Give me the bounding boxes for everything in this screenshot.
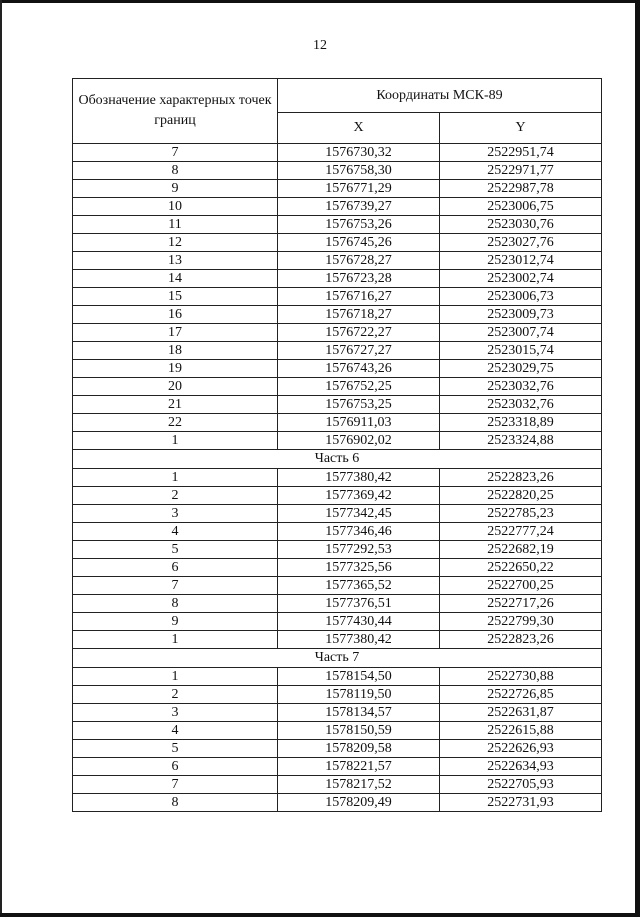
- point-number-cell: 6: [73, 559, 278, 577]
- table-row: [73, 577, 602, 595]
- x-coordinate-cell: 1576753,25: [278, 396, 440, 414]
- table-row: [73, 776, 602, 794]
- point-number-cell: 7: [73, 144, 278, 162]
- x-coordinate-cell: 1577365,52: [278, 577, 440, 595]
- point-number-cell: 12: [73, 234, 278, 252]
- point-number-cell: 2: [73, 686, 278, 704]
- y-column-header: Y: [440, 113, 602, 144]
- table-row: [73, 216, 602, 234]
- x-coordinate-cell: 1577369,42: [278, 487, 440, 505]
- point-number-cell: 17: [73, 324, 278, 342]
- x-coordinate-cell: 1576716,27: [278, 288, 440, 306]
- page-number: 12: [313, 38, 327, 53]
- point-designation-header: Обозначение характерных точек границ: [73, 79, 278, 144]
- point-number-cell: 20: [73, 378, 278, 396]
- y-coordinate-cell: 2522987,78: [440, 180, 602, 198]
- x-coordinate-cell: 1576727,27: [278, 342, 440, 360]
- table-row: [73, 704, 602, 722]
- scan-border-bottom: [0, 913, 640, 917]
- table-row: [73, 270, 602, 288]
- section-row: [73, 649, 602, 668]
- y-coordinate-cell: 2522799,30: [440, 613, 602, 631]
- table-row: [73, 794, 602, 812]
- x-coordinate-cell: 1576758,30: [278, 162, 440, 180]
- section-row: [73, 450, 602, 469]
- point-number-cell: 2: [73, 487, 278, 505]
- x-coordinate-cell: 1578134,57: [278, 704, 440, 722]
- y-coordinate-cell: 2523032,76: [440, 396, 602, 414]
- point-number-cell: 1: [73, 432, 278, 450]
- point-number-cell: 4: [73, 722, 278, 740]
- point-number-cell: 1: [73, 469, 278, 487]
- y-coordinate-cell: 2523002,74: [440, 270, 602, 288]
- y-coordinate-cell: 2522730,88: [440, 668, 602, 686]
- point-number-cell: 1: [73, 668, 278, 686]
- table-row: [73, 342, 602, 360]
- table-row: [73, 595, 602, 613]
- table-body: [73, 144, 602, 812]
- coordinates-table: [72, 78, 602, 812]
- point-number-cell: 3: [73, 704, 278, 722]
- y-coordinate-cell: 2522700,25: [440, 577, 602, 595]
- point-number-cell: 3: [73, 505, 278, 523]
- x-coordinate-cell: 1576728,27: [278, 252, 440, 270]
- point-number-cell: 9: [73, 180, 278, 198]
- y-coordinate-cell: 2523318,89: [440, 414, 602, 432]
- y-coordinate-cell: 2522682,19: [440, 541, 602, 559]
- x-coordinate-cell: 1577380,42: [278, 469, 440, 487]
- y-coordinate-cell: 2522823,26: [440, 469, 602, 487]
- point-number-cell: 5: [73, 740, 278, 758]
- x-coordinate-cell: 1576718,27: [278, 306, 440, 324]
- table-row: [73, 541, 602, 559]
- table-row: [73, 234, 602, 252]
- point-number-cell: 11: [73, 216, 278, 234]
- table-row: [73, 324, 602, 342]
- x-coordinate-cell: 1576730,32: [278, 144, 440, 162]
- x-coordinate-cell: 1576743,26: [278, 360, 440, 378]
- scan-border-top: [0, 0, 640, 3]
- y-coordinate-cell: 2522971,77: [440, 162, 602, 180]
- y-coordinate-cell: 2523012,74: [440, 252, 602, 270]
- point-number-cell: 19: [73, 360, 278, 378]
- x-coordinate-cell: 1578119,50: [278, 686, 440, 704]
- x-coordinate-cell: 1576902,02: [278, 432, 440, 450]
- table-row: [73, 414, 602, 432]
- y-coordinate-cell: 2522634,93: [440, 758, 602, 776]
- y-coordinate-cell: 2523006,75: [440, 198, 602, 216]
- x-coordinate-cell: 1577376,51: [278, 595, 440, 613]
- table-row: [73, 668, 602, 686]
- point-number-cell: 7: [73, 776, 278, 794]
- table-row: [73, 722, 602, 740]
- table-row: [73, 505, 602, 523]
- y-coordinate-cell: 2522823,26: [440, 631, 602, 649]
- x-coordinate-cell: 1577380,42: [278, 631, 440, 649]
- table-row: [73, 432, 602, 450]
- x-coordinate-cell: 1576911,03: [278, 414, 440, 432]
- x-coordinate-cell: 1576745,26: [278, 234, 440, 252]
- y-coordinate-cell: 2522615,88: [440, 722, 602, 740]
- point-number-cell: 8: [73, 595, 278, 613]
- table-row: [73, 686, 602, 704]
- table-row: [73, 469, 602, 487]
- x-coordinate-cell: 1577342,45: [278, 505, 440, 523]
- y-coordinate-cell: 2523027,76: [440, 234, 602, 252]
- x-coordinate-cell: 1578221,57: [278, 758, 440, 776]
- point-number-cell: 15: [73, 288, 278, 306]
- point-number-cell: 21: [73, 396, 278, 414]
- point-number-cell: 8: [73, 794, 278, 812]
- y-coordinate-cell: 2523009,73: [440, 306, 602, 324]
- y-coordinate-cell: 2523324,88: [440, 432, 602, 450]
- x-coordinate-cell: 1577346,46: [278, 523, 440, 541]
- table-row: [73, 144, 602, 162]
- x-coordinate-cell: 1578154,50: [278, 668, 440, 686]
- table-row: [73, 523, 602, 541]
- x-coordinate-cell: 1578217,52: [278, 776, 440, 794]
- y-coordinate-cell: 2522626,93: [440, 740, 602, 758]
- y-coordinate-cell: 2523030,76: [440, 216, 602, 234]
- x-coordinate-cell: 1576753,26: [278, 216, 440, 234]
- x-coordinate-cell: 1576739,27: [278, 198, 440, 216]
- y-coordinate-cell: 2522631,87: [440, 704, 602, 722]
- table-row: [73, 758, 602, 776]
- table-row: [73, 559, 602, 577]
- table-row: [73, 487, 602, 505]
- y-coordinate-cell: 2522951,74: [440, 144, 602, 162]
- point-number-cell: 13: [73, 252, 278, 270]
- table-row: [73, 162, 602, 180]
- section-title: Часть 6: [73, 450, 602, 469]
- scan-border-left: [0, 0, 2, 917]
- y-coordinate-cell: 2523029,75: [440, 360, 602, 378]
- coordinates-system-header: Координаты МСК-89: [278, 79, 602, 113]
- point-number-cell: 9: [73, 613, 278, 631]
- table-row: [73, 396, 602, 414]
- table-row: [73, 288, 602, 306]
- y-coordinate-cell: 2522731,93: [440, 794, 602, 812]
- y-coordinate-cell: 2523007,74: [440, 324, 602, 342]
- x-coordinate-cell: 1577430,44: [278, 613, 440, 631]
- point-number-cell: 8: [73, 162, 278, 180]
- point-number-cell: 10: [73, 198, 278, 216]
- y-coordinate-cell: 2523006,73: [440, 288, 602, 306]
- x-coordinate-cell: 1576771,29: [278, 180, 440, 198]
- y-coordinate-cell: 2522726,85: [440, 686, 602, 704]
- section-title: Часть 7: [73, 649, 602, 668]
- y-coordinate-cell: 2523015,74: [440, 342, 602, 360]
- table-row: [73, 360, 602, 378]
- x-coordinate-cell: 1576752,25: [278, 378, 440, 396]
- point-number-cell: 22: [73, 414, 278, 432]
- scan-border-right: [635, 0, 640, 917]
- x-coordinate-cell: 1577325,56: [278, 559, 440, 577]
- point-number-cell: 14: [73, 270, 278, 288]
- x-coordinate-cell: 1578209,58: [278, 740, 440, 758]
- y-coordinate-cell: 2522777,24: [440, 523, 602, 541]
- y-coordinate-cell: 2522650,22: [440, 559, 602, 577]
- table-row: [73, 198, 602, 216]
- table-row: [73, 252, 602, 270]
- table-row: [73, 306, 602, 324]
- x-coordinate-cell: 1578150,59: [278, 722, 440, 740]
- table-row: [73, 740, 602, 758]
- x-coordinate-cell: 1576723,28: [278, 270, 440, 288]
- point-number-cell: 4: [73, 523, 278, 541]
- y-coordinate-cell: 2522820,25: [440, 487, 602, 505]
- y-coordinate-cell: 2523032,76: [440, 378, 602, 396]
- table-row: [73, 180, 602, 198]
- x-coordinate-cell: 1576722,27: [278, 324, 440, 342]
- point-number-cell: 6: [73, 758, 278, 776]
- table-row: [73, 631, 602, 649]
- point-number-cell: 1: [73, 631, 278, 649]
- x-coordinate-cell: 1578209,49: [278, 794, 440, 812]
- x-column-header: X: [278, 113, 440, 144]
- table-row: [73, 613, 602, 631]
- y-coordinate-cell: 2522785,23: [440, 505, 602, 523]
- table-row: [73, 378, 602, 396]
- point-number-cell: 18: [73, 342, 278, 360]
- y-coordinate-cell: 2522717,26: [440, 595, 602, 613]
- y-coordinate-cell: 2522705,93: [440, 776, 602, 794]
- point-number-cell: 7: [73, 577, 278, 595]
- point-number-cell: 16: [73, 306, 278, 324]
- x-coordinate-cell: 1577292,53: [278, 541, 440, 559]
- point-number-cell: 5: [73, 541, 278, 559]
